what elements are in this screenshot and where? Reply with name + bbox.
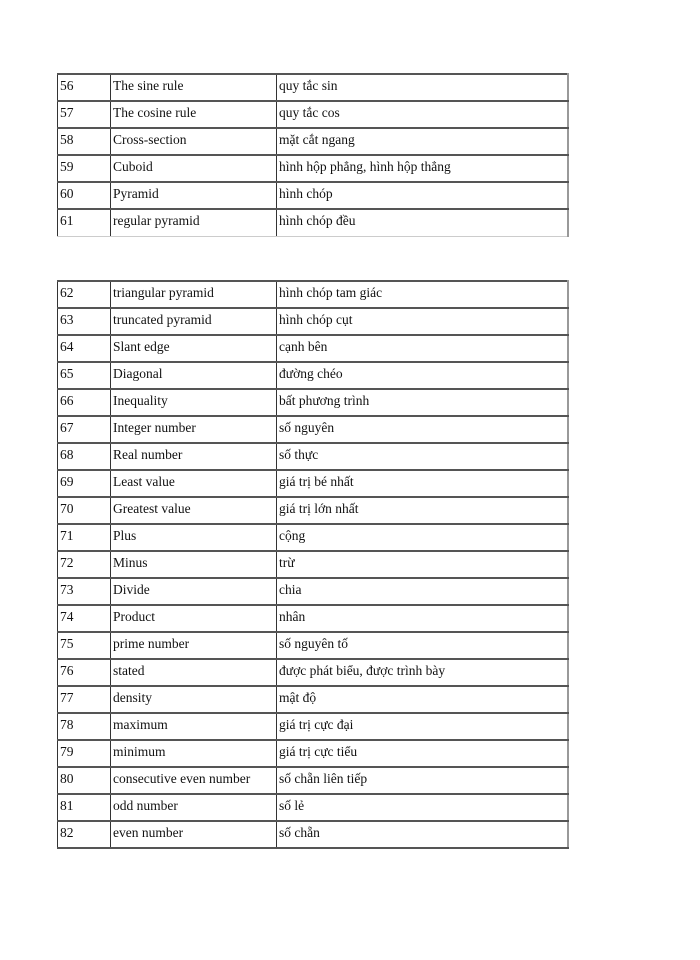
english-term-cell: Cross-section <box>111 128 277 155</box>
vietnamese-term-cell: quy tắc cos <box>277 101 568 128</box>
row-number-cell: 58 <box>58 128 111 155</box>
table-row <box>58 443 568 470</box>
vietnamese-term-cell: giá trị cực tiểu <box>277 740 568 767</box>
table-row <box>58 632 568 659</box>
row-number-cell: 65 <box>58 362 111 389</box>
english-term-cell: minimum <box>111 740 277 767</box>
english-term-cell: stated <box>111 659 277 686</box>
table-row <box>58 155 568 182</box>
row-number-cell: 81 <box>58 794 111 821</box>
vietnamese-term-cell: hình chóp <box>277 182 568 209</box>
english-term-cell: maximum <box>111 713 277 740</box>
vietnamese-term-cell: hình chóp tam giác <box>277 281 568 308</box>
row-number-cell: 64 <box>58 335 111 362</box>
english-term-cell: Inequality <box>111 389 277 416</box>
vietnamese-term-cell: chia <box>277 578 568 605</box>
english-term-cell: even number <box>111 821 277 848</box>
row-number-cell: 72 <box>58 551 111 578</box>
row-number-cell: 78 <box>58 713 111 740</box>
english-term-cell: Divide <box>111 578 277 605</box>
row-number-cell: 63 <box>58 308 111 335</box>
vocabulary-table-2 <box>57 280 569 849</box>
english-term-cell: truncated pyramid <box>111 308 277 335</box>
english-term-cell: Real number <box>111 443 277 470</box>
vietnamese-term-cell: số lẻ <box>277 794 568 821</box>
english-term-cell: Pyramid <box>111 182 277 209</box>
vietnamese-term-cell: hình chóp cụt <box>277 308 568 335</box>
vietnamese-term-cell: số chẵn liên tiếp <box>277 767 568 794</box>
english-term-cell: Cuboid <box>111 155 277 182</box>
table-row <box>58 470 568 497</box>
vietnamese-term-cell: số nguyên <box>277 416 568 443</box>
vietnamese-term-cell: số thực <box>277 443 568 470</box>
vietnamese-term-cell: mặt cắt ngang <box>277 128 568 155</box>
table-row <box>58 209 568 236</box>
row-number-cell: 82 <box>58 821 111 848</box>
vietnamese-term-cell: giá trị bé nhất <box>277 470 568 497</box>
english-term-cell: odd number <box>111 794 277 821</box>
row-number-cell: 74 <box>58 605 111 632</box>
table-row <box>58 740 568 767</box>
row-number-cell: 59 <box>58 155 111 182</box>
table-row <box>58 182 568 209</box>
vietnamese-term-cell: số nguyên tố <box>277 632 568 659</box>
english-term-cell: density <box>111 686 277 713</box>
vietnamese-term-cell: cạnh bên <box>277 335 568 362</box>
table-row <box>58 713 568 740</box>
english-term-cell: regular pyramid <box>111 209 277 236</box>
english-term-cell: Diagonal <box>111 362 277 389</box>
vietnamese-term-cell: mật độ <box>277 686 568 713</box>
table-row <box>58 686 568 713</box>
row-number-cell: 68 <box>58 443 111 470</box>
table-row <box>58 794 568 821</box>
row-number-cell: 67 <box>58 416 111 443</box>
table-row <box>58 551 568 578</box>
vietnamese-term-cell: giá trị lớn nhất <box>277 497 568 524</box>
row-number-cell: 62 <box>58 281 111 308</box>
row-number-cell: 75 <box>58 632 111 659</box>
row-number-cell: 60 <box>58 182 111 209</box>
row-number-cell: 77 <box>58 686 111 713</box>
row-number-cell: 66 <box>58 389 111 416</box>
row-number-cell: 80 <box>58 767 111 794</box>
table-row <box>58 416 568 443</box>
row-number-cell: 61 <box>58 209 111 236</box>
table-row <box>58 335 568 362</box>
vietnamese-term-cell: hình hộp phẳng, hình hộp thẳng <box>277 155 568 182</box>
row-number-cell: 69 <box>58 470 111 497</box>
table-row <box>58 101 568 128</box>
row-number-cell: 70 <box>58 497 111 524</box>
vocabulary-table-1 <box>57 73 569 237</box>
vietnamese-term-cell: quy tắc sin <box>277 74 568 101</box>
table-row <box>58 578 568 605</box>
table-row <box>58 128 568 155</box>
english-term-cell: Minus <box>111 551 277 578</box>
table-row <box>58 821 568 848</box>
table-row <box>58 605 568 632</box>
english-term-cell: Integer number <box>111 416 277 443</box>
english-term-cell: consecutive even number <box>111 767 277 794</box>
english-term-cell: The sine rule <box>111 74 277 101</box>
vietnamese-term-cell: cộng <box>277 524 568 551</box>
row-number-cell: 57 <box>58 101 111 128</box>
vietnamese-term-cell: hình chóp đều <box>277 209 568 236</box>
english-term-cell: prime number <box>111 632 277 659</box>
english-term-cell: The cosine rule <box>111 101 277 128</box>
vietnamese-term-cell: được phát biểu, được trình bày <box>277 659 568 686</box>
table-row <box>58 767 568 794</box>
table-row <box>58 524 568 551</box>
english-term-cell: triangular pyramid <box>111 281 277 308</box>
vietnamese-term-cell: trừ <box>277 551 568 578</box>
english-term-cell: Plus <box>111 524 277 551</box>
vietnamese-term-cell: nhân <box>277 605 568 632</box>
vietnamese-term-cell: bất phương trình <box>277 389 568 416</box>
english-term-cell: Slant edge <box>111 335 277 362</box>
table-row <box>58 74 568 101</box>
english-term-cell: Greatest value <box>111 497 277 524</box>
vietnamese-term-cell: giá trị cực đại <box>277 713 568 740</box>
vietnamese-term-cell: đường chéo <box>277 362 568 389</box>
table-row <box>58 497 568 524</box>
row-number-cell: 76 <box>58 659 111 686</box>
table-row <box>58 389 568 416</box>
english-term-cell: Product <box>111 605 277 632</box>
row-number-cell: 71 <box>58 524 111 551</box>
row-number-cell: 73 <box>58 578 111 605</box>
row-number-cell: 79 <box>58 740 111 767</box>
table-row <box>58 308 568 335</box>
vietnamese-term-cell: số chẵn <box>277 821 568 848</box>
table-row <box>58 281 568 308</box>
table-row <box>58 362 568 389</box>
row-number-cell: 56 <box>58 74 111 101</box>
table-row <box>58 659 568 686</box>
english-term-cell: Least value <box>111 470 277 497</box>
